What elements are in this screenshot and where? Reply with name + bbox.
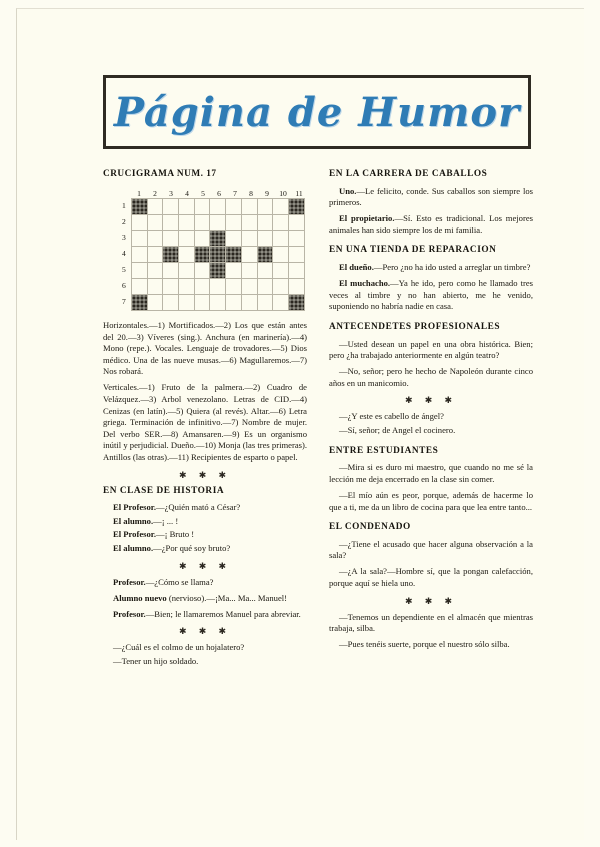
dialogue-line xyxy=(103,609,307,621)
crossword-cell[interactable] xyxy=(257,199,273,215)
crossword-cell[interactable] xyxy=(241,215,257,231)
dialogue-line xyxy=(103,516,307,528)
crossword-title: CRUCIGRAMA NUM. 17 xyxy=(103,169,217,179)
crossword-cell[interactable] xyxy=(163,279,179,295)
crossword-cell[interactable] xyxy=(273,247,289,263)
crossword-cell-blocked xyxy=(131,199,147,215)
crossword-cell[interactable] xyxy=(194,279,210,295)
crossword-puzzle xyxy=(117,189,305,311)
crossword-cell[interactable] xyxy=(241,199,257,215)
title-banner-inner xyxy=(109,81,525,143)
crossword-cell[interactable] xyxy=(289,247,305,263)
crossword-clues-horizontales: Horizontales.—1) Mortificados.—2) Los que están antes del 20.—3) Víveres (sing.). Anchura (en marinería).—4) Mono (repe.). Vocales. Lenguaje de trovadores.—5) Dios médico. Una de las nueve musas.—6) Magullaremos.—7) Nos robará. xyxy=(103,320,307,377)
crossword-cell[interactable] xyxy=(273,231,289,247)
speaker-label: Uno. xyxy=(339,185,357,196)
page-title: Página de Humor xyxy=(113,88,521,136)
dialogue-text: —¡ ... ! xyxy=(153,515,179,526)
joke-line: —¿Tiene el acusado que hacer alguna observación a la sala? xyxy=(329,538,533,561)
joke-line: —Mira si es duro mi maestro, que cuando no me sé la lección me deja encerrado en la clase sin comer. xyxy=(329,462,533,484)
speaker-label: El Profesor. xyxy=(113,502,156,513)
crossword-cell[interactable] xyxy=(178,295,194,311)
dialogue-text: —Ya he ido, pero como he llamado tres veces al timbre y no han abierto, me he venido, suponiendo no habría nadie en casa. xyxy=(329,278,533,312)
crossword-cell-blocked xyxy=(194,247,210,263)
crossword-body xyxy=(117,198,305,311)
dialogue-text: —Sí. Esto es tradicional. Los mejores animales han sido siempre los de mi familia. xyxy=(329,213,533,235)
dialogue-line xyxy=(329,278,533,313)
crossword-cell[interactable] xyxy=(273,263,289,279)
dialogue-text: (nervioso).—¡Ma... Ma... Manuel! xyxy=(166,592,288,603)
crossword-row-number: 3 xyxy=(121,233,126,242)
crossword-cell-blocked xyxy=(210,263,226,279)
dialogue-text: —¿Cómo se llama? xyxy=(145,576,214,587)
crossword-cell[interactable] xyxy=(257,295,273,311)
body-columns xyxy=(103,169,533,670)
crossword-cell[interactable] xyxy=(178,263,194,279)
crossword-column-number: 4 xyxy=(185,189,189,198)
crossword-row-number: 1 xyxy=(121,201,126,210)
crossword-cell[interactable] xyxy=(147,247,163,263)
dialogue-line xyxy=(329,262,533,274)
crossword-cell-blocked xyxy=(289,199,305,215)
crossword-cell[interactable] xyxy=(194,263,210,279)
crossword-cell[interactable] xyxy=(131,215,147,231)
crossword-row-number: 2 xyxy=(121,217,126,226)
section-heading-antecedentes: ANTECENDETES PROFESIONALES xyxy=(329,321,501,332)
crossword-cell-blocked xyxy=(210,247,226,263)
crossword-column-number: 5 xyxy=(201,189,205,198)
joke-line: —El mío aún es peor, porque, además de hacerme lo que a ti, me da un libro de cocina para que lea entre tanto... xyxy=(329,489,533,512)
crossword-cell[interactable] xyxy=(163,215,179,231)
crossword-cell[interactable] xyxy=(241,247,257,263)
section-heading-reparacion: EN UNA TIENDA DE REPARACION xyxy=(329,245,497,256)
dialogue-line xyxy=(103,593,307,605)
crossword-row-number: 7 xyxy=(121,297,126,306)
crossword-cell-blocked xyxy=(131,295,147,311)
crossword-cell-blocked xyxy=(289,295,305,311)
crossword-grid-row xyxy=(131,199,304,215)
section-heading-estudiantes: ENTRE ESTUDIANTES xyxy=(329,445,439,456)
dialogue-line xyxy=(103,543,307,555)
crossword-cell[interactable] xyxy=(178,231,194,247)
crossword-cell-blocked xyxy=(210,231,226,247)
title-banner xyxy=(103,75,531,149)
crossword-cell[interactable] xyxy=(226,295,242,311)
crossword-grid xyxy=(131,198,305,311)
crossword-cell[interactable] xyxy=(147,231,163,247)
dialogue-text: —¿Quién mató a César? xyxy=(155,502,241,513)
crossword-grid-row xyxy=(131,295,304,311)
crossword-column-number: 11 xyxy=(295,189,303,198)
crossword-cell[interactable] xyxy=(289,215,305,231)
crossword-cell[interactable] xyxy=(131,231,147,247)
crossword-cell-blocked xyxy=(226,247,242,263)
crossword-column-number: 3 xyxy=(169,189,173,198)
separator-asterisks: ✱ ✱ ✱ xyxy=(178,626,232,637)
crossword-grid-row xyxy=(131,279,304,295)
crossword-cell[interactable] xyxy=(163,231,179,247)
joke-line: —Tenemos un dependiente en el almacén que mientras trabaja, silba. xyxy=(329,611,533,634)
crossword-cell[interactable] xyxy=(194,215,210,231)
joke-line: —Sí, señor; de Angel el cocinero. xyxy=(339,425,456,436)
crossword-cell[interactable] xyxy=(273,199,289,215)
crossword-cell[interactable] xyxy=(147,199,163,215)
section-heading-historia: EN CLASE DE HISTORIA xyxy=(103,485,225,496)
crossword-clues-verticales: Verticales.—1) Fruto de la palmera.—2) Cuadro de Velázquez.—3) Arbol venezolano. Letras de CID.—4) Cenizas (en latín).—5) Quiera (al revés). Altar.—6) Letra griega. Terminación de infinitivo.—7) Nombre de mujer. Del verbo SER.—8) Amansaren.—9) Es un organismo inútil y perjudicial. Dueño.—10) Monja (las tres primeras). Antillos (las otras).—11) Recipientes de esparto o papel. xyxy=(103,382,307,463)
speaker-label: El Profesor. xyxy=(113,529,156,540)
separator-asterisks: ✱ ✱ ✱ xyxy=(404,595,458,606)
dialogue-text: —¡ Bruto ! xyxy=(155,529,195,540)
crossword-cell[interactable] xyxy=(178,279,194,295)
joke-line: —Usted desean un papel en una obra histórica. Bien; pero ¿ha trabajado anteriormente en algún teatro? xyxy=(329,338,533,361)
crossword-column-numbers xyxy=(131,189,307,198)
crossword-cell[interactable] xyxy=(178,247,194,263)
speaker-label: El dueño. xyxy=(339,262,374,273)
crossword-grid-body xyxy=(131,199,304,311)
crossword-cell[interactable] xyxy=(210,279,226,295)
crossword-grid-row xyxy=(131,231,304,247)
crossword-cell[interactable] xyxy=(178,199,194,215)
joke-line: —No, señor; pero he hecho de Napoleón durante cinco años en un manicomio. xyxy=(329,366,533,388)
separator-asterisks: ✱ ✱ ✱ xyxy=(178,469,232,480)
crossword-cell[interactable] xyxy=(257,215,273,231)
dialogue-text: —Le felicito, conde. Sus caballos son siempre los primeros. xyxy=(329,185,533,208)
dialogue-line xyxy=(329,213,533,236)
joke-line: —Pues tenéis suerte, porque el nuestro sólo silba. xyxy=(339,639,510,650)
crossword-column-number: 8 xyxy=(249,189,253,198)
crossword-grid-row xyxy=(131,215,304,231)
crossword-row-number: 5 xyxy=(121,265,126,274)
crossword-cell[interactable] xyxy=(241,295,257,311)
crossword-cell[interactable] xyxy=(194,231,210,247)
crossword-cell[interactable] xyxy=(163,295,179,311)
speaker-label: Alumno nuevo xyxy=(113,592,167,603)
crossword-cell[interactable] xyxy=(241,231,257,247)
crossword-grid-row xyxy=(131,247,304,263)
crossword-row-number: 4 xyxy=(121,249,126,258)
speaker-label: El propietario. xyxy=(339,213,395,224)
speaker-label: Profesor. xyxy=(113,608,146,619)
speaker-label: El alumno. xyxy=(113,543,154,554)
joke-line: —¿Y este es cabello de ángel? xyxy=(339,411,444,422)
crossword-cell[interactable] xyxy=(194,295,210,311)
crossword-cell[interactable] xyxy=(131,247,147,263)
crossword-cell[interactable] xyxy=(131,279,147,295)
crossword-cell[interactable] xyxy=(194,199,210,215)
dialogue-text: —Bien; le llamaremos Manuel para abreviar. xyxy=(145,608,301,619)
separator-asterisks: ✱ ✱ ✱ xyxy=(178,560,232,571)
crossword-row-number: 6 xyxy=(121,281,126,290)
joke-line: —Tener un hijo soldado. xyxy=(113,655,199,666)
crossword-column-number: 7 xyxy=(233,189,237,198)
crossword-cell[interactable] xyxy=(289,231,305,247)
crossword-cell[interactable] xyxy=(210,295,226,311)
crossword-cell[interactable] xyxy=(257,263,273,279)
crossword-cell[interactable] xyxy=(226,199,242,215)
crossword-row-numbers xyxy=(117,198,131,310)
dialogue-text: —¿Por qué soy bruto? xyxy=(153,543,231,554)
crossword-cell-blocked xyxy=(163,247,179,263)
speaker-label: El alumno. xyxy=(113,515,154,526)
crossword-cell[interactable] xyxy=(273,295,289,311)
crossword-cell[interactable] xyxy=(178,215,194,231)
scanned-page-sheet xyxy=(16,8,584,840)
dialogue-text: —Pero ¿no ha ido usted a arreglar un timbre? xyxy=(373,262,531,273)
crossword-cell[interactable] xyxy=(226,263,242,279)
crossword-cell[interactable] xyxy=(273,215,289,231)
crossword-cell[interactable] xyxy=(257,279,273,295)
crossword-cell[interactable] xyxy=(210,215,226,231)
crossword-cell[interactable] xyxy=(147,279,163,295)
crossword-cell[interactable] xyxy=(289,279,305,295)
crossword-column-number: 1 xyxy=(137,189,141,198)
joke-line: —¿A la sala?—Hombre sí, que la pongan calefacción, porque aquí se hiela uno. xyxy=(329,566,533,589)
crossword-cell[interactable] xyxy=(226,215,242,231)
left-column xyxy=(103,169,307,670)
crossword-column-number: 6 xyxy=(217,189,221,198)
joke-line: —¿Cuál es el colmo de un hojalatero? xyxy=(113,642,245,653)
crossword-cell[interactable] xyxy=(226,231,242,247)
crossword-cell[interactable] xyxy=(210,199,226,215)
crossword-cell[interactable] xyxy=(241,263,257,279)
crossword-cell[interactable] xyxy=(163,263,179,279)
crossword-column-number: 9 xyxy=(265,189,269,198)
crossword-cell[interactable] xyxy=(147,263,163,279)
crossword-cell[interactable] xyxy=(257,231,273,247)
crossword-cell[interactable] xyxy=(147,295,163,311)
section-heading-caballos: EN LA CARRERA DE CABALLOS xyxy=(329,169,488,179)
crossword-grid-row xyxy=(131,263,304,279)
crossword-cell[interactable] xyxy=(241,279,257,295)
dialogue-line xyxy=(103,577,307,589)
crossword-column-number: 2 xyxy=(153,189,157,198)
crossword-cell[interactable] xyxy=(131,263,147,279)
crossword-cell[interactable] xyxy=(273,279,289,295)
dialogue-line xyxy=(103,502,307,514)
speaker-label: El muchacho. xyxy=(339,278,391,289)
section-heading-condenado: EL CONDENADO xyxy=(329,522,411,533)
crossword-cell[interactable] xyxy=(147,215,163,231)
crossword-cell-blocked xyxy=(257,247,273,263)
crossword-cell[interactable] xyxy=(163,199,179,215)
dialogue-line xyxy=(103,529,307,541)
dialogue-line xyxy=(329,186,533,209)
crossword-column-number: 10 xyxy=(279,189,287,198)
crossword-cell[interactable] xyxy=(226,279,242,295)
speaker-label: Profesor. xyxy=(113,576,146,587)
crossword-cell[interactable] xyxy=(289,263,305,279)
separator-asterisks: ✱ ✱ ✱ xyxy=(404,395,458,406)
right-column xyxy=(329,169,533,670)
